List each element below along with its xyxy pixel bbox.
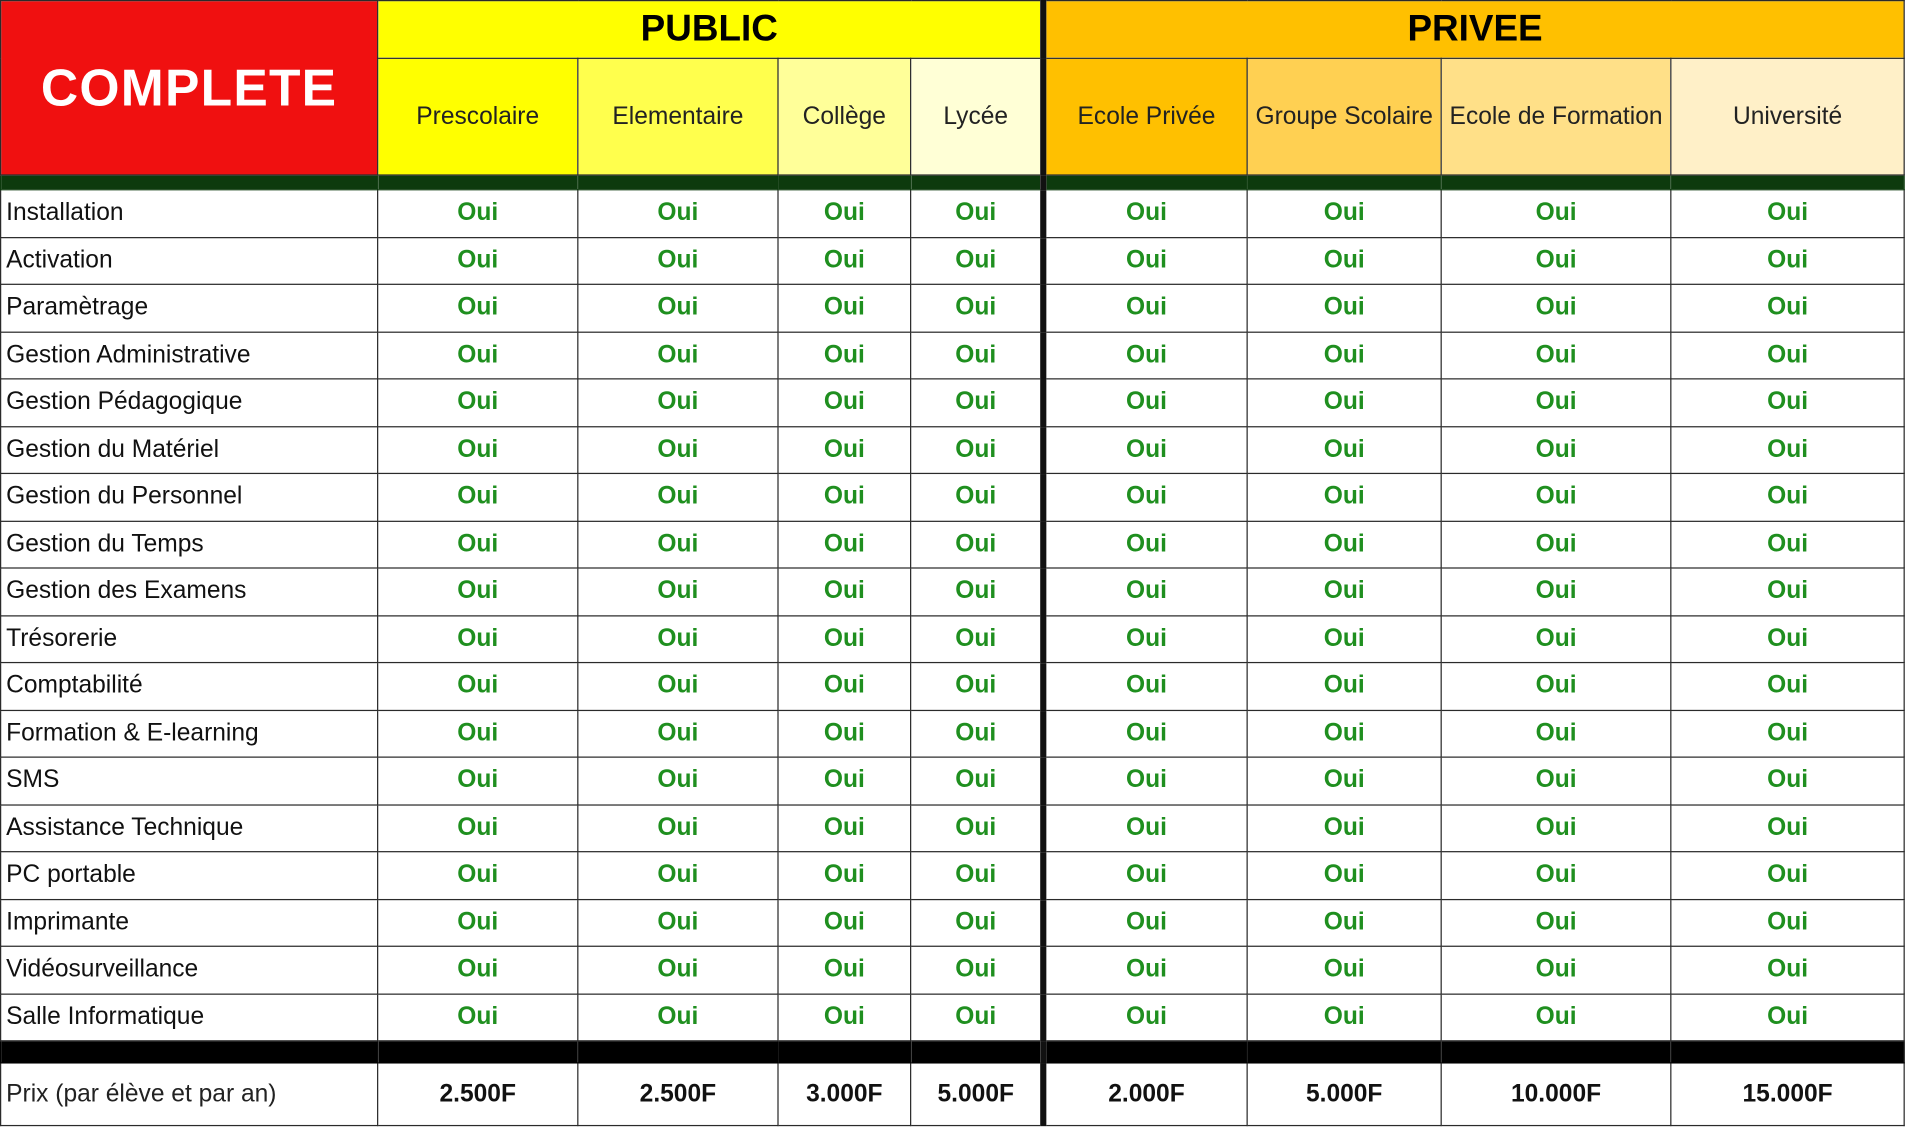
availability-cell: Oui: [778, 757, 911, 804]
table-row: [1, 568, 1905, 615]
feature-label: Gestion Administrative: [1, 332, 378, 379]
availability-cell: Oui: [1043, 568, 1247, 615]
availability-cell: Oui: [1043, 615, 1247, 662]
column-header-groupe-scolaire: Groupe Scolaire: [1247, 58, 1441, 175]
table-row: [1, 615, 1905, 662]
availability-cell: Oui: [1441, 237, 1671, 284]
availability-cell: Oui: [1247, 710, 1441, 757]
availability-cell: Oui: [1441, 615, 1671, 662]
availability-cell: Oui: [1043, 804, 1247, 851]
feature-label: Assistance Technique: [1, 804, 378, 851]
table-row: [1, 710, 1905, 757]
availability-cell: Oui: [378, 426, 578, 473]
availability-cell: Oui: [1671, 899, 1904, 946]
availability-cell: Oui: [1671, 237, 1904, 284]
availability-cell: Oui: [1671, 521, 1904, 568]
availability-cell: Oui: [911, 190, 1044, 237]
column-header-ecole-de-formation: Ecole de Formation: [1441, 58, 1671, 175]
availability-cell: Oui: [911, 899, 1044, 946]
column-header-ecole-privee: Ecole Privée: [1043, 58, 1247, 175]
availability-cell: Oui: [778, 899, 911, 946]
availability-cell: Oui: [1247, 521, 1441, 568]
availability-cell: Oui: [1671, 804, 1904, 851]
column-header-college: Collège: [778, 58, 911, 175]
price-value-groupe-scolaire: 5.000F: [1247, 1063, 1441, 1126]
availability-cell: Oui: [378, 757, 578, 804]
availability-cell: Oui: [1247, 757, 1441, 804]
availability-cell: Oui: [578, 379, 778, 426]
availability-cell: Oui: [1247, 615, 1441, 662]
availability-cell: Oui: [778, 237, 911, 284]
availability-cell: Oui: [378, 237, 578, 284]
availability-cell: Oui: [578, 757, 778, 804]
availability-cell: Oui: [378, 521, 578, 568]
availability-cell: Oui: [1043, 663, 1247, 710]
availability-cell: Oui: [1671, 994, 1904, 1041]
availability-cell: Oui: [911, 568, 1044, 615]
availability-cell: Oui: [778, 852, 911, 899]
feature-label: Gestion du Temps: [1, 521, 378, 568]
availability-cell: Oui: [1671, 852, 1904, 899]
availability-cell: Oui: [1441, 284, 1671, 331]
availability-cell: Oui: [778, 663, 911, 710]
feature-label: SMS: [1, 757, 378, 804]
availability-cell: Oui: [578, 710, 778, 757]
availability-cell: Oui: [578, 568, 778, 615]
availability-cell: Oui: [1441, 663, 1671, 710]
availability-cell: Oui: [1441, 946, 1671, 993]
availability-cell: Oui: [378, 710, 578, 757]
availability-cell: Oui: [378, 473, 578, 520]
availability-cell: Oui: [1043, 473, 1247, 520]
availability-cell: Oui: [1043, 946, 1247, 993]
availability-cell: Oui: [378, 568, 578, 615]
availability-cell: Oui: [911, 757, 1044, 804]
availability-cell: Oui: [378, 284, 578, 331]
availability-cell: Oui: [378, 946, 578, 993]
price-row: [1, 1063, 1905, 1126]
availability-cell: Oui: [911, 379, 1044, 426]
availability-cell: Oui: [1247, 663, 1441, 710]
feature-label: Paramètrage: [1, 284, 378, 331]
availability-cell: Oui: [1671, 473, 1904, 520]
footer-divider: [1, 1041, 1905, 1063]
feature-label: Gestion Pédagogique: [1, 379, 378, 426]
availability-cell: Oui: [1043, 379, 1247, 426]
availability-cell: Oui: [1671, 615, 1904, 662]
availability-cell: Oui: [1671, 710, 1904, 757]
availability-cell: Oui: [1441, 521, 1671, 568]
feature-label: Comptabilité: [1, 663, 378, 710]
column-header-prescolaire: Prescolaire: [378, 58, 578, 175]
table-row: [1, 804, 1905, 851]
availability-cell: Oui: [578, 615, 778, 662]
feature-label: Gestion du Personnel: [1, 473, 378, 520]
availability-cell: Oui: [911, 426, 1044, 473]
availability-cell: Oui: [1247, 852, 1441, 899]
availability-cell: Oui: [1247, 473, 1441, 520]
availability-cell: Oui: [1043, 332, 1247, 379]
availability-cell: Oui: [778, 994, 911, 1041]
table-row: [1, 284, 1905, 331]
availability-cell: Oui: [778, 379, 911, 426]
availability-cell: Oui: [378, 663, 578, 710]
table-row: [1, 521, 1905, 568]
availability-cell: Oui: [911, 710, 1044, 757]
availability-cell: Oui: [911, 994, 1044, 1041]
price-value-lycee: 5.000F: [911, 1063, 1044, 1126]
table-row: [1, 473, 1905, 520]
table-row: [1, 994, 1905, 1041]
availability-cell: Oui: [1671, 757, 1904, 804]
availability-cell: Oui: [578, 521, 778, 568]
availability-cell: Oui: [578, 237, 778, 284]
availability-cell: Oui: [1441, 190, 1671, 237]
availability-cell: Oui: [578, 852, 778, 899]
availability-cell: Oui: [1441, 710, 1671, 757]
availability-cell: Oui: [378, 899, 578, 946]
availability-cell: Oui: [378, 852, 578, 899]
availability-cell: Oui: [1247, 379, 1441, 426]
group-public: PUBLIC: [378, 1, 1044, 59]
group-privee: PRIVEE: [1043, 1, 1904, 59]
availability-cell: Oui: [1441, 852, 1671, 899]
availability-cell: Oui: [1441, 332, 1671, 379]
availability-cell: Oui: [778, 568, 911, 615]
availability-cell: Oui: [1441, 757, 1671, 804]
availability-cell: Oui: [578, 284, 778, 331]
availability-cell: Oui: [1671, 284, 1904, 331]
availability-cell: Oui: [1043, 284, 1247, 331]
feature-label: PC portable: [1, 852, 378, 899]
availability-cell: Oui: [1671, 332, 1904, 379]
availability-cell: Oui: [578, 946, 778, 993]
availability-cell: Oui: [1247, 899, 1441, 946]
price-value-elementaire: 2.500F: [578, 1063, 778, 1126]
availability-cell: Oui: [1043, 994, 1247, 1041]
availability-cell: Oui: [1671, 568, 1904, 615]
price-value-universite: 15.000F: [1671, 1063, 1904, 1126]
availability-cell: Oui: [1247, 804, 1441, 851]
feature-label: Installation: [1, 190, 378, 237]
table-row: [1, 379, 1905, 426]
availability-cell: Oui: [1247, 237, 1441, 284]
availability-cell: Oui: [1441, 379, 1671, 426]
availability-cell: Oui: [378, 994, 578, 1041]
table-row: [1, 190, 1905, 237]
availability-cell: Oui: [778, 473, 911, 520]
availability-cell: Oui: [911, 284, 1044, 331]
availability-cell: Oui: [1043, 757, 1247, 804]
feature-label: Imprimante: [1, 899, 378, 946]
availability-cell: Oui: [1671, 946, 1904, 993]
availability-cell: Oui: [578, 899, 778, 946]
column-header-elementaire: Elementaire: [578, 58, 778, 175]
table-row: [1, 426, 1905, 473]
availability-cell: Oui: [1247, 426, 1441, 473]
availability-cell: Oui: [378, 615, 578, 662]
column-header-lycee: Lycée: [911, 58, 1044, 175]
availability-cell: Oui: [1441, 804, 1671, 851]
feature-label: Gestion des Examens: [1, 568, 378, 615]
availability-cell: Oui: [778, 426, 911, 473]
availability-cell: Oui: [911, 473, 1044, 520]
feature-label: Activation: [1, 237, 378, 284]
availability-cell: Oui: [911, 615, 1044, 662]
table-row: [1, 237, 1905, 284]
availability-cell: Oui: [778, 190, 911, 237]
feature-label: Salle Informatique: [1, 994, 378, 1041]
availability-cell: Oui: [1043, 190, 1247, 237]
feature-label: Gestion du Matériel: [1, 426, 378, 473]
availability-cell: Oui: [1247, 994, 1441, 1041]
price-value-college: 3.000F: [778, 1063, 911, 1126]
availability-cell: Oui: [378, 804, 578, 851]
availability-cell: Oui: [578, 473, 778, 520]
table-row: [1, 899, 1905, 946]
table-row: [1, 946, 1905, 993]
availability-cell: Oui: [1247, 190, 1441, 237]
column-header-universite: Université: [1671, 58, 1904, 175]
availability-cell: Oui: [1247, 568, 1441, 615]
availability-cell: Oui: [778, 284, 911, 331]
price-value-ecole-de-formation: 10.000F: [1441, 1063, 1671, 1126]
availability-cell: Oui: [1671, 190, 1904, 237]
availability-cell: Oui: [1671, 426, 1904, 473]
availability-cell: Oui: [1247, 284, 1441, 331]
availability-cell: Oui: [1441, 473, 1671, 520]
availability-cell: Oui: [911, 332, 1044, 379]
availability-cell: Oui: [911, 852, 1044, 899]
price-value-prescolaire: 2.500F: [378, 1063, 578, 1126]
availability-cell: Oui: [911, 237, 1044, 284]
availability-cell: Oui: [911, 521, 1044, 568]
availability-cell: Oui: [1043, 521, 1247, 568]
availability-cell: Oui: [378, 379, 578, 426]
availability-cell: Oui: [1043, 852, 1247, 899]
table-row: [1, 332, 1905, 379]
availability-cell: Oui: [1441, 899, 1671, 946]
availability-cell: Oui: [1441, 426, 1671, 473]
availability-cell: Oui: [578, 663, 778, 710]
availability-cell: Oui: [1247, 332, 1441, 379]
availability-cell: Oui: [911, 946, 1044, 993]
availability-cell: Oui: [378, 190, 578, 237]
availability-cell: Oui: [778, 615, 911, 662]
availability-cell: Oui: [578, 994, 778, 1041]
feature-label: Formation & E-learning: [1, 710, 378, 757]
availability-cell: Oui: [378, 332, 578, 379]
availability-cell: Oui: [578, 190, 778, 237]
availability-cell: Oui: [778, 332, 911, 379]
availability-cell: Oui: [578, 332, 778, 379]
availability-cell: Oui: [1043, 237, 1247, 284]
table-row: [1, 663, 1905, 710]
price-value-ecole-privee: 2.000F: [1043, 1063, 1247, 1126]
header-divider: [1, 175, 1905, 190]
availability-cell: Oui: [1043, 899, 1247, 946]
availability-cell: Oui: [778, 804, 911, 851]
availability-cell: Oui: [1441, 994, 1671, 1041]
availability-cell: Oui: [1441, 568, 1671, 615]
availability-cell: Oui: [1671, 379, 1904, 426]
feature-label: Vidéosurveillance: [1, 946, 378, 993]
availability-cell: Oui: [778, 710, 911, 757]
availability-cell: Oui: [1671, 663, 1904, 710]
availability-cell: Oui: [578, 426, 778, 473]
availability-cell: Oui: [778, 946, 911, 993]
availability-cell: Oui: [911, 663, 1044, 710]
table-row: [1, 757, 1905, 804]
availability-cell: Oui: [1043, 426, 1247, 473]
availability-cell: Oui: [911, 804, 1044, 851]
availability-cell: Oui: [578, 804, 778, 851]
availability-cell: Oui: [1247, 946, 1441, 993]
feature-label: Trésorerie: [1, 615, 378, 662]
table-row: [1, 852, 1905, 899]
availability-cell: Oui: [778, 521, 911, 568]
availability-cell: Oui: [1043, 710, 1247, 757]
price-label: Prix (par élève et par an): [1, 1063, 378, 1126]
table-title: COMPLETE: [1, 1, 378, 175]
